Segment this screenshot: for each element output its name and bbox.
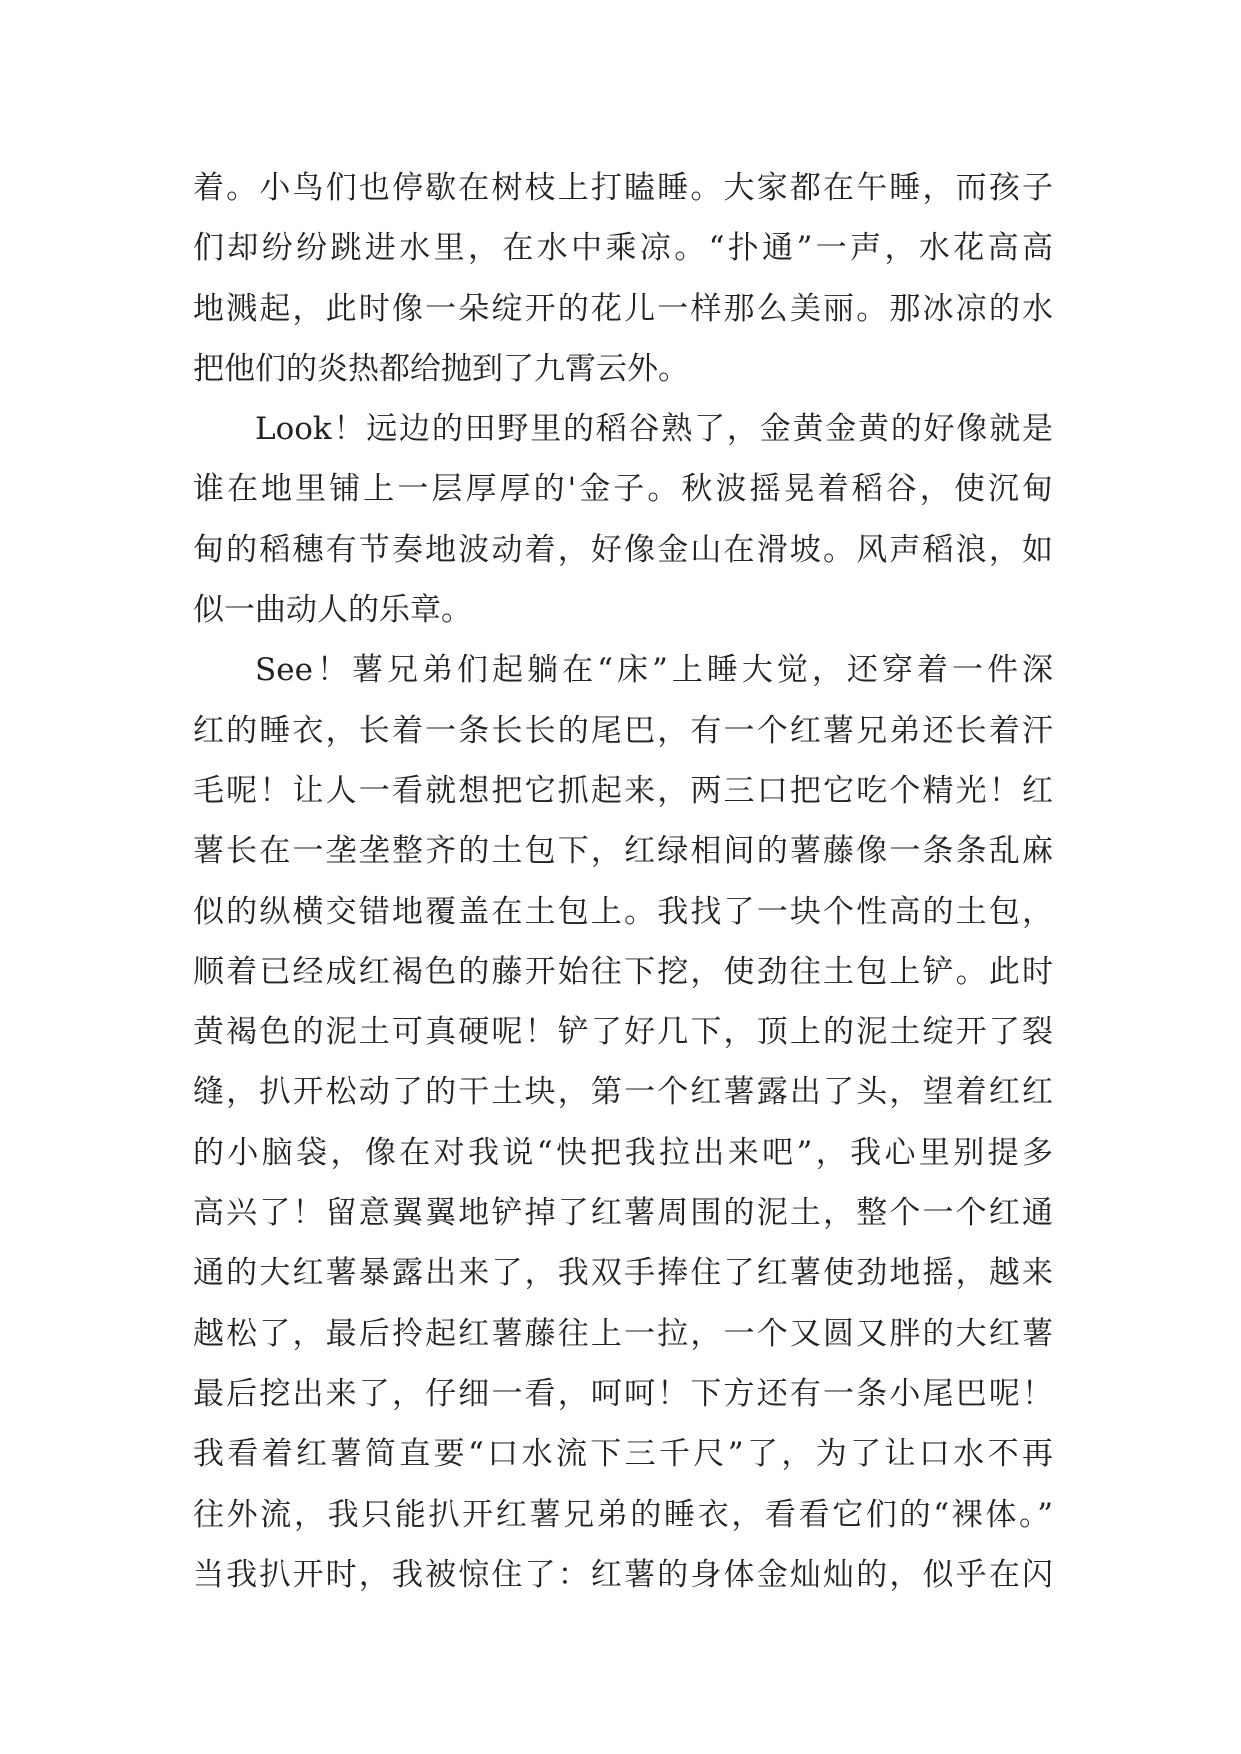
text-line: 通的大红薯暴露出来了，我双手捧住了红薯使劲地摇，越来 [193,1255,1053,1292]
text-line: 薯长在一垄垄整齐的土包下，红绿相间的薯藤像一条条乱麻 [193,833,1053,870]
text-line: 高兴了！留意翼翼地铲掉了红薯周围的泥土，整个一个红通 [193,1195,1053,1232]
text-line: 似一曲动人的乐章。 [193,592,472,629]
text-line: 着。小鸟们也停歇在树枝上打瞌睡。大家都在午睡，而孩子 [193,170,1053,206]
text-line: 谁在地里铺上一层厚厚的'金子。秋波摇晃着稻谷，使沉甸 [193,471,1053,508]
text-line: 甸的稻穗有节奏地波动着，好像金山在滑坡。风声稻浪，如 [193,531,1053,568]
text-line: 顺着已经成红褐色的藤开始往下挖，使劲往土包上铲。此时 [193,953,1053,990]
text-line: 们却纷纷跳进水里，在水中乘凉。“扑通”一声，水花高高 [193,230,1053,267]
text-line: 红的睡衣，长着一条长长的尾巴，有一个红薯兄弟还长着汗 [193,712,1053,749]
text-line: 地溅起，此时像一朵绽开的花儿一样那么美丽。那冰凉的水 [193,290,1053,327]
text-line: 把他们的炎热都给抛到了九霄云外。 [193,350,689,387]
text-line: 黄褐色的泥土可真硬呢！铲了好几下，顶上的泥土绽开了裂 [193,1014,1053,1051]
text-line: 往外流，我只能扒开红薯兄弟的睡衣，看看它们的“裸体。” [193,1496,1053,1533]
body-text [193,158,1053,1605]
text-line: 越松了，最后拎起红薯藤往上一拉，一个又圆又胖的大红薯 [193,1315,1053,1352]
text-line: See！薯兄弟们起躺在“床”上睡大觉，还穿着一件深 [255,652,1053,689]
text-line: 我看着红薯简直要“口水流下三千尺”了，为了让口水不再 [193,1436,1053,1473]
text-line: 似的纵横交错地覆盖在土包上。我找了一块个性高的土包， [193,893,1053,930]
text-line: 当我扒开时，我被惊住了：红薯的身体金灿灿的，似乎在闪 [193,1556,1053,1593]
text-line: 最后挖出来了，仔细一看，呵呵！下方还有一条小尾巴呢！ [193,1375,1053,1412]
text-line: 毛呢！让人一看就想把它抓起来，两三口把它吃个精光！红 [193,772,1053,809]
text-line: 的小脑袋，像在对我说“快把我拉出来吧”，我心里别提多 [193,1134,1053,1171]
text-line: 缝，扒开松动了的干土块，第一个红薯露出了头，望着红红 [193,1074,1053,1111]
text-line: Look！远边的田野里的稻谷熟了，金黄金黄的好像就是 [255,411,1053,448]
